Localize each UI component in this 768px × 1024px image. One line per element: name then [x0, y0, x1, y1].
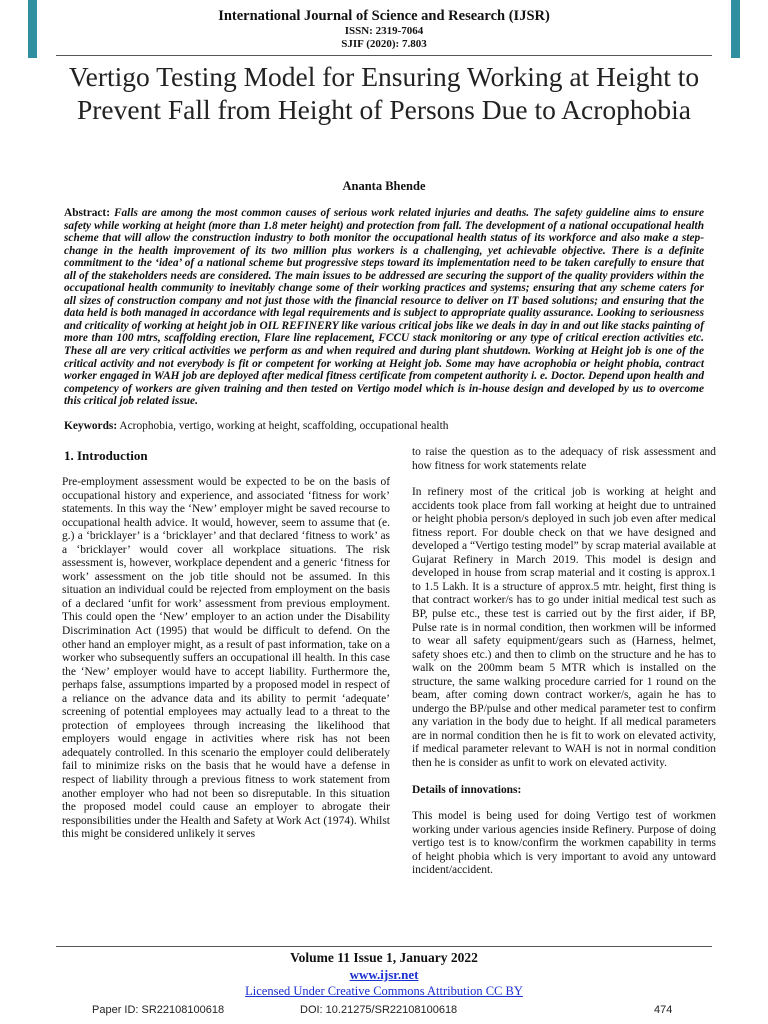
footer-ids: [0, 1004, 768, 1020]
keywords: [64, 419, 704, 433]
footer-license-link[interactable]: Licensed Under Creative Commons Attribution CC BY: [245, 984, 523, 998]
footer-rule: [56, 946, 712, 947]
page-number: 474: [654, 1004, 673, 1016]
paragraph: In refinery most of the critical job is working at height and accidents took place from fall working at height due to untrained or height phobia person/s deployed in such job even after medical fitness report. For double check on that we have designed and developed a “Vertigo testing model” by scrap material available at Gujarat Refinery in March 2019. This model is design and developed in house from scrap material and it costing is approx.1 to 1.5 Lakh. It is a structure of approx.5 mtr. height, first thing is that contract worker/s has to go under initial medical test such as BP, pulse etc., these test is carried out by the first aider, if BP, Pulse rate is in normal condition, then workmen will be informed to wear all safety equipment/gears such as (Harness, helmet, safety shoes etc.) and then to climb on the structure and he has to walk on the 200mm beam 5 MTR which is installed on the structure, the same walking procedure carried for 1 round on the beam, after coming down contract worker/s, again he has to undergo the BP/pulse and other medical parameter test to confirm any variation in the body due to height. If all medical parameters are in normal condition then he is fit to work on elevated activity, if medical parameter relevant to WAH is not in normal condition then he is consider as unfit to work on elevated activity.: [412, 486, 716, 770]
footer-url-link[interactable]: www.ijsr.net: [349, 967, 419, 982]
abstract: [64, 207, 704, 408]
keywords-text: Acrophobia, vertigo, working at height, scaffolding, occupational health: [119, 420, 449, 432]
abstract-label: Abstract:: [64, 207, 110, 219]
paragraph: to raise the question as to the adequacy of risk assessment and how fitness for work statements relate: [412, 446, 716, 472]
subheading: Details of innovations:: [412, 783, 522, 796]
paper-title: Vertigo Testing Model for Ensuring Working at Height to Prevent Fall from Height of Persons Due to Acrophobia: [68, 61, 700, 125]
journal-name: International Journal of Science and Research (IJSR): [218, 8, 550, 24]
journal-issn: ISSN: 2319-7064: [344, 25, 424, 37]
paper-author: Ananta Bhende: [342, 179, 426, 193]
journal-header: [0, 8, 768, 51]
paper-id: Paper ID: SR22108100618: [92, 1004, 225, 1016]
abstract-text: Falls are among the most common causes of serious work related injuries and deaths. The safety guideline aims to ensure safety while working at height (more than 1.8 meter height) and protection from fall. The development of a national occupational health scheme that will allow the construction industry to both monitor the occupational health status of its workforce and also make a step-change in the health improvement of its two million plus workers is a challenging, yet achievable objective. There is a definite commitment to the ‘idea’ of a national scheme but progressive steps toward its implementation need to be taken carefully to ensure that all of the stakeholders needs are considered. The main issues to be addressed are securing the support of the quality providers within the occupational health community to inevitably change some of their working practices and systems; ensuring that any scheme caters for all sizes of construction company and not just those with the financial resource to deliver on IT based solutions; and ensuring that the data held is both managed in accordance with legal requirements and is subject to appropriate quality assurance. Looking to seriousness and criticality of working at height job in OIL REFINERY like various critical jobs like we deals in day in and out like stacks painting of more than 100 mtrs, scaffolding erection, Flare line replacement, FCCU stack monitoring or any type of critical erection activities etc. These all are very critical activities we perform as and when required and during plant shutdown. Working at Height job is one of the critical activity and not everybody is fit or competent for working at Height job. Some may have acrophobia or height phobia, contract worker engaged in WAH job are deployed after medical fitness certificate from competent authority i. e. Doctor. Depend upon health and competency of workers are given training and then tested on Vertigo model which is in-house design and developed by us to overcome this critical job related issue.: [64, 207, 704, 408]
journal-sjif: SJIF (2020): 7.803: [341, 38, 427, 50]
left-column: [62, 476, 390, 842]
paragraph: This model is being used for doing Vertigo test of workmen working under various agencies inside Refinery. Purpose of doing vertigo test is to know/confirm the workmen capability in terms of height phobia which is very important to avoid any untoward incident/accident.: [412, 810, 716, 877]
paragraph: Pre-employment assessment would be expected to be on the basis of occupational history and experience, and associated ‘fitness for work’ statements. In this way the ‘New’ employer might be saved recourse to occupational health advice. It would, however, seem to assume that (e. g.) a ‘bricklayer’ is a ‘bricklayer’ and that declared ‘fitness to work’ as a ‘bricklayer’ would cover all workplace situations. The risk assessment is, however, workplace dependent and a generic ‘fitness for work’ assessment on the job title should not be assumed. In this situation an individual could be rejected from employment on the basis of a declared ‘unfit for work’ assessment from previous employment. This could open the ‘New’ employer to an action under the Disability Discrimination Act (1995) that would be difficult to defend. On the other hand an employer might, as a result of past information, take on a worker who subsequently suffers an occupational ill health. In this case the ‘New’ employer would have to accept liability. Furthermore the, perhaps false, assumptions imparted by a proposed model in respect of a reliance on the advance data and its ability to permit ‘adequate’ screening of potential employees may actually lead to a threat to the protection of employees through increasing the likelihood that employers would engage in activities where risk has not been adequately controlled. In this scenario the employer could deliberately fail to minimize risks on the basis that he would have a defense in respect of liability through a previous fitness to work statement from another employer who had not been so disreputable. In this situation the proposed model could cause an employer to abrogate their responsibilities under the Health and Safety at Work Act (1974). Whilst this might be considered unlikely it serves: [62, 476, 390, 841]
header-rule: [56, 55, 712, 56]
keywords-label: Keywords:: [64, 420, 118, 432]
footer-volume: Volume 11 Issue 1, January 2022: [290, 950, 478, 965]
right-column: [412, 446, 716, 878]
doi: DOI: 10.21275/SR22108100618: [300, 1004, 458, 1016]
section-heading: 1. Introduction: [64, 448, 148, 463]
